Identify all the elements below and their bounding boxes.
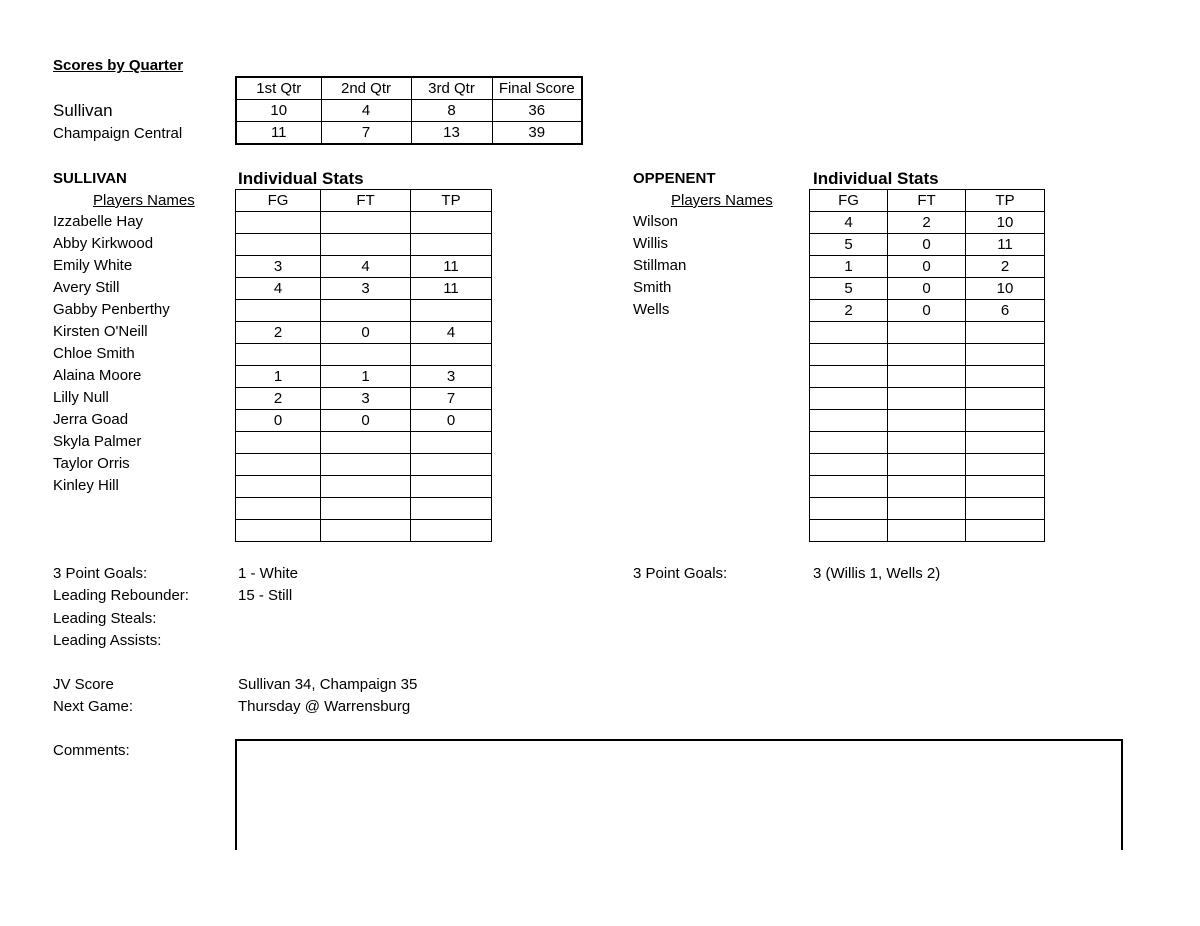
stat-cell-fg bbox=[810, 322, 888, 344]
quarter-header-row bbox=[236, 77, 582, 100]
stat-cell-tp: 4 bbox=[411, 322, 492, 344]
table-row bbox=[236, 278, 492, 300]
table-row bbox=[236, 322, 492, 344]
stat-cell-fg: 3 bbox=[236, 256, 321, 278]
jv-score-label: JV Score bbox=[53, 676, 114, 693]
col-fg: FG bbox=[236, 190, 321, 212]
stat-cell-fg: 2 bbox=[810, 300, 888, 322]
stat-cell-tp bbox=[411, 432, 492, 454]
score-cell: 13 bbox=[411, 122, 492, 145]
stat-cell-tp bbox=[411, 300, 492, 322]
stat-cell-ft bbox=[321, 300, 411, 322]
table-row bbox=[810, 322, 1045, 344]
player-name: Skyla Palmer bbox=[53, 433, 142, 450]
table-row bbox=[810, 300, 1045, 322]
stat-cell-fg: 5 bbox=[810, 278, 888, 300]
player-name: Smith bbox=[633, 279, 672, 296]
stat-cell-fg bbox=[810, 454, 888, 476]
stat-cell-fg bbox=[236, 454, 321, 476]
stat-cell-fg bbox=[810, 498, 888, 520]
stat-cell-tp: 11 bbox=[966, 234, 1045, 256]
stat-cell-ft bbox=[888, 498, 966, 520]
header-1st-qtr: 1st Qtr bbox=[236, 77, 321, 100]
table-row bbox=[810, 366, 1045, 388]
score-cell: 39 bbox=[492, 122, 582, 145]
home-stats-table bbox=[235, 189, 492, 542]
stat-cell-ft bbox=[888, 344, 966, 366]
stat-cell-tp bbox=[966, 520, 1045, 542]
table-row bbox=[810, 498, 1045, 520]
player-name: Willis bbox=[633, 235, 668, 252]
player-name: Avery Still bbox=[53, 279, 120, 296]
jv-score-value: Sullivan 34, Champaign 35 bbox=[238, 676, 418, 693]
table-row bbox=[810, 278, 1045, 300]
table-row bbox=[236, 256, 492, 278]
header-final-score: Final Score bbox=[492, 77, 582, 100]
stat-cell-ft bbox=[321, 432, 411, 454]
stat-cell-ft: 3 bbox=[321, 278, 411, 300]
next-game-label: Next Game: bbox=[53, 698, 134, 715]
stat-cell-tp bbox=[411, 344, 492, 366]
player-name: Lilly Null bbox=[53, 389, 109, 406]
table-row bbox=[236, 520, 492, 542]
header-3rd-qtr: 3rd Qtr bbox=[411, 77, 492, 100]
comments-box[interactable] bbox=[235, 739, 1123, 850]
stat-cell-fg bbox=[236, 498, 321, 520]
stat-cell-tp bbox=[966, 476, 1045, 498]
stat-cell-ft: 3 bbox=[321, 388, 411, 410]
team-name-champaign: Champaign Central bbox=[53, 125, 183, 142]
player-name: Wells bbox=[633, 301, 670, 318]
stat-cell-ft bbox=[321, 476, 411, 498]
stat-cell-tp: 6 bbox=[966, 300, 1045, 322]
quarter-row-sullivan bbox=[236, 100, 582, 122]
stat-cell-fg bbox=[810, 344, 888, 366]
stat-cell-tp bbox=[966, 432, 1045, 454]
stat-cell-ft bbox=[888, 520, 966, 542]
score-cell: 7 bbox=[321, 122, 411, 145]
stat-cell-fg: 4 bbox=[810, 212, 888, 234]
stat-cell-tp bbox=[966, 344, 1045, 366]
col-fg: FG bbox=[810, 190, 888, 212]
table-row bbox=[810, 410, 1045, 432]
col-tp: TP bbox=[966, 190, 1045, 212]
score-cell: 8 bbox=[411, 100, 492, 122]
player-name: Abby Kirkwood bbox=[53, 235, 154, 252]
next-game-value: Thursday @ Warrensburg bbox=[238, 698, 411, 715]
stat-cell-fg: 0 bbox=[236, 410, 321, 432]
stat-cell-fg: 5 bbox=[810, 234, 888, 256]
stat-cell-tp: 10 bbox=[966, 278, 1045, 300]
player-name: Stillman bbox=[633, 257, 687, 274]
quarter-scores-table bbox=[235, 76, 583, 145]
leading-rebounder-label: Leading Rebounder: bbox=[53, 587, 189, 604]
player-name: Kinley Hill bbox=[53, 477, 119, 494]
stat-cell-tp: 2 bbox=[966, 256, 1045, 278]
stat-cell-ft bbox=[888, 410, 966, 432]
stat-cell-tp: 3 bbox=[411, 366, 492, 388]
player-name: Jerra Goad bbox=[53, 411, 129, 428]
stat-cell-fg bbox=[236, 432, 321, 454]
home-players-header: Players Names bbox=[93, 192, 195, 209]
table-row bbox=[236, 344, 492, 366]
stat-cell-fg bbox=[236, 234, 321, 256]
table-row bbox=[810, 256, 1045, 278]
stat-cell-ft bbox=[321, 344, 411, 366]
stat-cell-fg: 1 bbox=[236, 366, 321, 388]
away-stats-header-row bbox=[810, 190, 1045, 212]
stat-cell-tp bbox=[966, 498, 1045, 520]
stat-cell-ft: 0 bbox=[888, 278, 966, 300]
stat-cell-tp: 7 bbox=[411, 388, 492, 410]
table-row bbox=[236, 432, 492, 454]
score-cell: 36 bbox=[492, 100, 582, 122]
stat-cell-ft: 0 bbox=[888, 256, 966, 278]
table-row bbox=[810, 212, 1045, 234]
score-cell: 11 bbox=[236, 122, 321, 145]
player-name: Alaina Moore bbox=[53, 367, 142, 384]
stat-cell-fg bbox=[810, 410, 888, 432]
home-stats-label: Individual Stats bbox=[238, 169, 364, 188]
table-row bbox=[810, 454, 1045, 476]
table-row bbox=[236, 300, 492, 322]
stat-cell-ft bbox=[888, 366, 966, 388]
stat-cell-tp bbox=[966, 322, 1045, 344]
stat-cell-fg: 2 bbox=[236, 388, 321, 410]
stat-cell-ft bbox=[888, 454, 966, 476]
player-name: Wilson bbox=[633, 213, 679, 230]
player-name: Kirsten O'Neill bbox=[53, 323, 148, 340]
leading-rebounder-value: 15 - Still bbox=[238, 587, 293, 604]
stat-cell-tp bbox=[411, 476, 492, 498]
stat-cell-fg bbox=[236, 476, 321, 498]
stat-cell-fg bbox=[236, 300, 321, 322]
table-row bbox=[810, 432, 1045, 454]
stat-cell-ft bbox=[321, 212, 411, 234]
stat-cell-tp: 11 bbox=[411, 256, 492, 278]
table-row bbox=[810, 520, 1045, 542]
col-ft: FT bbox=[888, 190, 966, 212]
stat-cell-ft: 0 bbox=[321, 410, 411, 432]
comments-label: Comments: bbox=[53, 742, 130, 759]
stat-cell-tp: 11 bbox=[411, 278, 492, 300]
col-ft: FT bbox=[321, 190, 411, 212]
player-name: Taylor Orris bbox=[53, 455, 130, 472]
home-stats-header-row bbox=[236, 190, 492, 212]
team-name-sullivan: Sullivan bbox=[53, 101, 113, 120]
away-three-point-value: 3 (Willis 1, Wells 2) bbox=[813, 565, 941, 582]
table-row bbox=[810, 234, 1045, 256]
col-tp: TP bbox=[411, 190, 492, 212]
stat-cell-ft: 4 bbox=[321, 256, 411, 278]
stat-cell-fg: 4 bbox=[236, 278, 321, 300]
away-player-names bbox=[633, 211, 686, 321]
stat-cell-ft bbox=[321, 498, 411, 520]
score-cell: 10 bbox=[236, 100, 321, 122]
stat-cell-fg bbox=[810, 432, 888, 454]
stat-cell-fg bbox=[236, 344, 321, 366]
stat-cell-ft: 0 bbox=[888, 300, 966, 322]
leading-assists-label: Leading Assists: bbox=[53, 632, 162, 649]
away-team-label: OPPENENT bbox=[633, 170, 716, 187]
stat-cell-ft bbox=[321, 234, 411, 256]
stat-cell-tp bbox=[966, 388, 1045, 410]
table-row bbox=[236, 234, 492, 256]
table-row bbox=[236, 476, 492, 498]
stat-cell-tp bbox=[966, 454, 1045, 476]
stat-cell-ft bbox=[888, 322, 966, 344]
stat-cell-ft bbox=[321, 454, 411, 476]
table-row bbox=[810, 344, 1045, 366]
stat-cell-ft: 0 bbox=[888, 234, 966, 256]
table-row bbox=[810, 476, 1045, 498]
stat-cell-ft: 2 bbox=[888, 212, 966, 234]
player-name: Izzabelle Hay bbox=[53, 213, 144, 230]
home-team-label: SULLIVAN bbox=[53, 170, 127, 187]
score-cell: 4 bbox=[321, 100, 411, 122]
home-player-names bbox=[53, 211, 170, 497]
stat-cell-ft bbox=[888, 476, 966, 498]
stat-cell-ft: 0 bbox=[321, 322, 411, 344]
header-2nd-qtr: 2nd Qtr bbox=[321, 77, 411, 100]
stat-cell-ft: 1 bbox=[321, 366, 411, 388]
leading-steals-label: Leading Steals: bbox=[53, 610, 157, 627]
stat-cell-tp: 0 bbox=[411, 410, 492, 432]
away-stats-label: Individual Stats bbox=[813, 169, 939, 188]
away-players-header: Players Names bbox=[671, 192, 773, 209]
stat-cell-fg bbox=[236, 212, 321, 234]
player-name: Emily White bbox=[53, 257, 133, 274]
stat-cell-ft bbox=[321, 520, 411, 542]
table-row bbox=[810, 388, 1045, 410]
stat-cell-tp bbox=[411, 454, 492, 476]
scores-title: Scores by Quarter bbox=[53, 57, 184, 74]
table-row bbox=[236, 410, 492, 432]
player-name: Gabby Penberthy bbox=[53, 301, 170, 318]
stat-cell-tp bbox=[411, 520, 492, 542]
table-row bbox=[236, 454, 492, 476]
stat-cell-fg bbox=[810, 476, 888, 498]
quarter-row-champaign bbox=[236, 122, 582, 145]
table-row bbox=[236, 388, 492, 410]
home-three-point-label: 3 Point Goals: bbox=[53, 565, 148, 582]
stat-cell-tp bbox=[966, 366, 1045, 388]
stat-cell-ft bbox=[888, 388, 966, 410]
home-three-point-value: 1 - White bbox=[238, 565, 299, 582]
stat-cell-fg bbox=[236, 520, 321, 542]
stat-cell-fg: 1 bbox=[810, 256, 888, 278]
stat-cell-fg bbox=[810, 366, 888, 388]
stat-cell-fg bbox=[810, 388, 888, 410]
away-three-point-label: 3 Point Goals: bbox=[633, 565, 728, 582]
stat-cell-fg: 2 bbox=[236, 322, 321, 344]
stat-cell-tp bbox=[411, 498, 492, 520]
stat-cell-fg bbox=[810, 520, 888, 542]
away-stats-table bbox=[809, 189, 1045, 542]
stat-cell-tp bbox=[966, 410, 1045, 432]
table-row bbox=[236, 366, 492, 388]
table-row bbox=[236, 498, 492, 520]
player-name: Chloe Smith bbox=[53, 345, 135, 362]
stat-cell-tp bbox=[411, 234, 492, 256]
stat-cell-ft bbox=[888, 432, 966, 454]
table-row bbox=[236, 212, 492, 234]
stat-cell-tp: 10 bbox=[966, 212, 1045, 234]
stat-cell-tp bbox=[411, 212, 492, 234]
